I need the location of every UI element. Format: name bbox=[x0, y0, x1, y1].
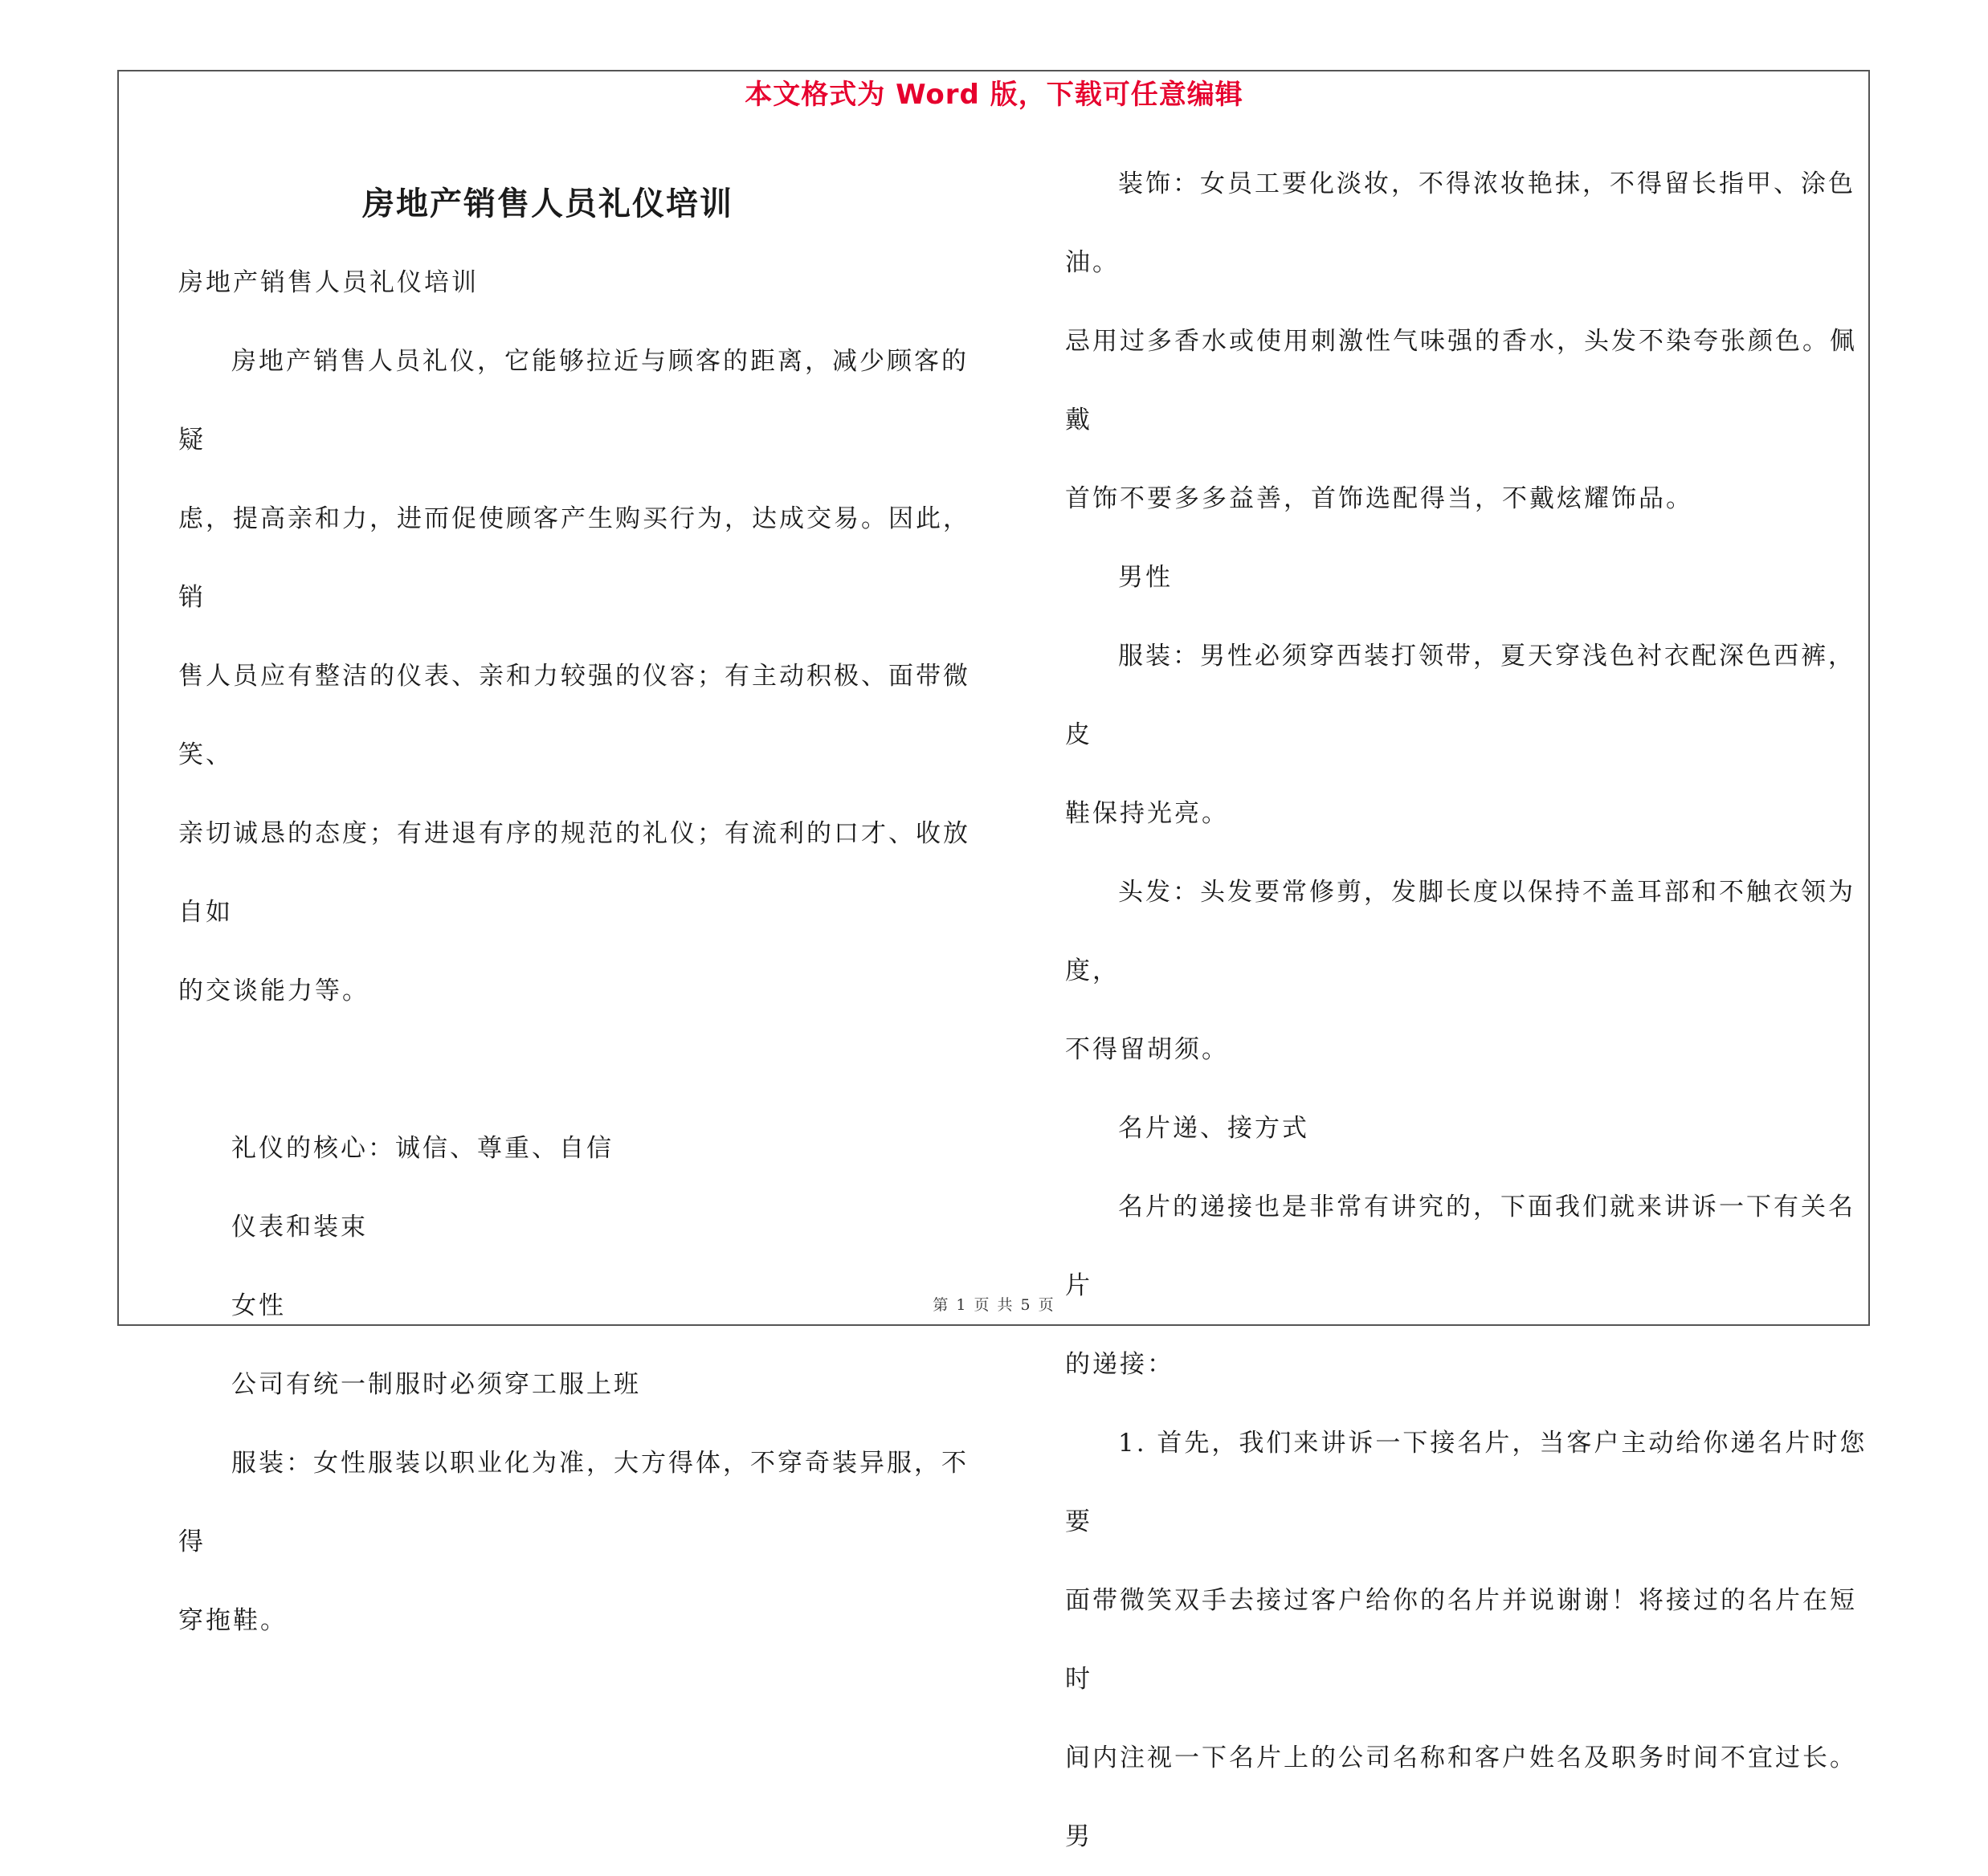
uniform-rule: 公司有统一制服时必须穿工服上班 bbox=[231, 1370, 641, 1399]
intro-line-1: 房地产销售人员礼仪，它能够拉近与顾客的距离，减少顾客的疑 bbox=[178, 347, 969, 455]
step1-line-2: 面带微笑双手去接过客户给你的名片并说谢谢！将接过的名片在短时 bbox=[1065, 1586, 1857, 1694]
intro-line-4: 亲切诚恳的态度；有进退有序的规范的礼仪；有流利的口才、收放自如 bbox=[178, 819, 970, 927]
left-column bbox=[178, 165, 990, 1660]
card-intro-line-2: 的递接： bbox=[1065, 1350, 1174, 1379]
female-heading: 女性 bbox=[231, 1291, 286, 1320]
decoration-line-1: 装饰：女员工要化淡妆，不得浓妆艳抹，不得留长指甲、涂色油。 bbox=[1065, 169, 1855, 277]
format-banner: 本文格式为 Word 版，下载可任意编辑 bbox=[745, 79, 1243, 111]
right-column bbox=[1065, 145, 1868, 1876]
intro-line-5: 的交谈能力等。 bbox=[178, 977, 369, 1005]
female-clothing-line-2: 穿拖鞋。 bbox=[178, 1606, 288, 1635]
paragraph-gap bbox=[178, 1030, 990, 1109]
business-card-heading: 名片递、接方式 bbox=[1118, 1114, 1309, 1143]
decoration-line-2: 忌用过多香水或使用刺激性气味强的香水，头发不染夸张颜色。佩戴 bbox=[1065, 327, 1857, 434]
hair-line-2: 不得留胡须。 bbox=[1065, 1035, 1229, 1064]
intro-line-3: 售人员应有整洁的仪表、亲和力较强的仪容；有主动积极、面带微笑、 bbox=[178, 662, 970, 769]
step1-line-3: 间内注视一下名片上的公司名称和客户姓名及职务时间不宜过长。男 bbox=[1065, 1743, 1857, 1851]
document-subtitle: 房地产销售人员礼仪培训 bbox=[178, 268, 479, 297]
card-intro-line-1: 名片的递接也是非常有讲究的，下面我们就来讲诉一下有关名片 bbox=[1065, 1193, 1855, 1300]
female-clothing-line-1: 服装：女性服装以职业化为准，大方得体，不穿奇装异服，不得 bbox=[178, 1449, 969, 1556]
male-heading: 男性 bbox=[1118, 563, 1173, 592]
appearance-heading: 仪表和装束 bbox=[231, 1213, 368, 1242]
page-number: 第 1 页 共 5 页 bbox=[933, 1296, 1055, 1314]
decoration-line-3: 首饰不要多多益善，首饰选配得当，不戴炫耀饰品。 bbox=[1065, 484, 1693, 513]
hair-line-1: 头发：头发要常修剪，发脚长度以保持不盖耳部和不触衣领为度， bbox=[1065, 878, 1855, 985]
intro-line-2: 虑，提高亲和力，进而促使顾客产生购买行为，达成交易。因此，销 bbox=[178, 504, 970, 612]
core-etiquette: 礼仪的核心：诚信、尊重、自信 bbox=[231, 1134, 614, 1163]
male-clothing-line-2: 鞋保持光亮。 bbox=[1065, 799, 1229, 828]
step1-line-1: 1. 首先，我们来讲诉一下接名片，当客户主动给你递名片时您要 bbox=[1065, 1429, 1868, 1536]
male-clothing-line-1: 服装：男性必须穿西装打领带，夏天穿浅色衬衣配深色西裤，皮 bbox=[1065, 642, 1855, 749]
document-title: 房地产销售人员礼仪培训 bbox=[362, 186, 733, 222]
